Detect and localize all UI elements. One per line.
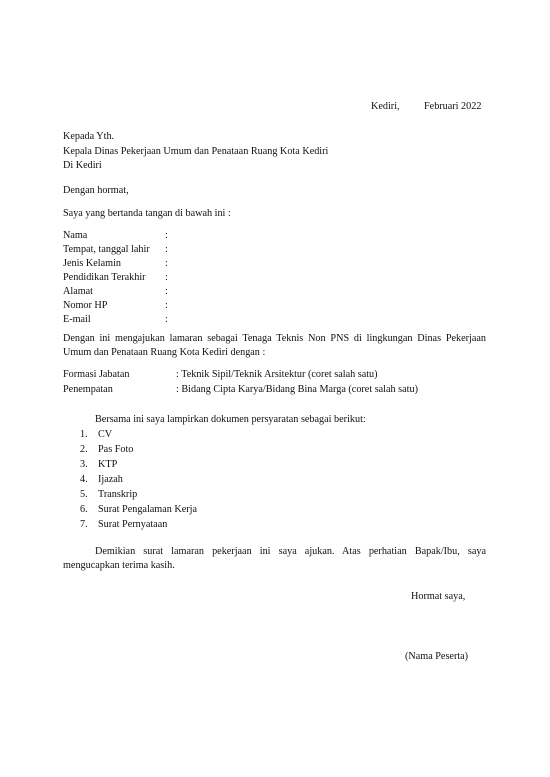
date-city: Kediri, (371, 101, 400, 112)
field-label-pendidikan: Pendidikan Terakhir (63, 272, 146, 283)
list-item: CV (98, 429, 113, 440)
list-item: Pas Foto (98, 444, 134, 455)
list-item: KTP (98, 459, 118, 470)
field-label-email: E-mail (63, 314, 91, 325)
list-item: Surat Pernyataan (98, 519, 168, 530)
application-paragraph: Dengan ini mengajukan lamaran sebagai Tenaga Teknis Non PNS di lingkungan Dinas Pekerjaan Umum dan Penataan Ruang Kota Kediri dengan : (63, 333, 486, 358)
date-month-year: Februari 2022 (424, 101, 482, 112)
position-value-penempatan: : Bidang Cipta Karya/Bidang Bina Marga (coret salah satu) (176, 384, 418, 395)
list-item-number: 2. (80, 444, 88, 455)
list-item-number: 7. (80, 519, 88, 530)
list-item: Surat Pengalaman Kerja (98, 504, 198, 515)
field-sep: : (165, 244, 168, 255)
field-label-nama: Nama (63, 230, 88, 241)
field-label-jenis-kelamin: Jenis Kelamin (63, 258, 122, 269)
list-item-number: 1. (80, 429, 88, 440)
field-sep: : (165, 300, 168, 311)
list-item: Transkrip (98, 489, 138, 500)
attachments-intro: Bersama ini saya lampirkan dokumen persyaratan sebagai berikut: (95, 414, 366, 425)
recipient-line-1: Kepada Yth. (63, 131, 115, 142)
field-sep: : (165, 314, 168, 325)
intro-text: Saya yang bertanda tangan di bawah ini : (63, 208, 231, 219)
position-value-formasi: : Teknik Sipil/Teknik Arsitektur (coret salah satu) (176, 369, 378, 380)
recipient-line-2: Kepala Dinas Pekerjaan Umum dan Penataan Ruang Kota Kediri (63, 146, 329, 157)
position-label-penempatan: Penempatan (63, 384, 113, 395)
signature-closing: Hormat saya, (411, 591, 466, 602)
field-sep: : (165, 258, 168, 269)
recipient-line-3: Di Kediri (63, 160, 102, 171)
field-label-ttl: Tempat, tanggal lahir (63, 244, 150, 255)
list-item-number: 5. (80, 489, 88, 500)
list-item-number: 6. (80, 504, 88, 515)
list-item: Ijazah (98, 474, 123, 485)
field-sep: : (165, 272, 168, 283)
field-sep: : (165, 286, 168, 297)
position-label-formasi: Formasi Jabatan (63, 369, 130, 380)
field-label-alamat: Alamat (63, 286, 93, 297)
list-item-number: 3. (80, 459, 88, 470)
greeting: Dengan hormat, (63, 185, 129, 196)
field-label-nomor-hp: Nomor HP (63, 300, 108, 311)
list-item-number: 4. (80, 474, 88, 485)
closing-paragraph: Demikian surat lamaran pekerjaan ini saya ajukan. Atas perhatian Bapak/Ibu, saya mengucapkan terima kasih. (63, 546, 486, 571)
field-sep: : (165, 230, 168, 241)
signature-name: (Nama Peserta) (405, 651, 469, 662)
